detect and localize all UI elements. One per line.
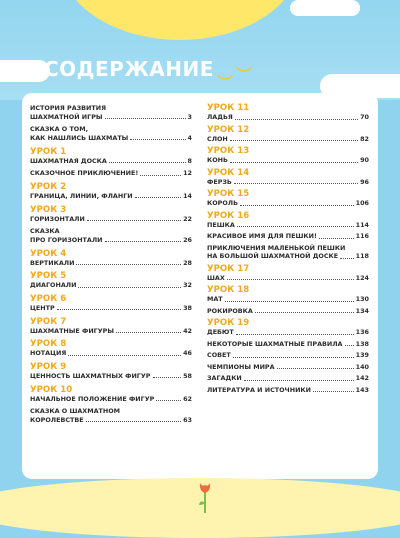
entry-title: СКАЗКА О ШАХМАТНОМ <box>30 407 121 416</box>
contents-column-right <box>207 100 369 394</box>
lesson-number: УРОК 8 <box>30 339 67 350</box>
entry-line <box>207 274 369 283</box>
lesson-number: УРОК 2 <box>30 181 67 192</box>
dot-leader <box>87 220 181 221</box>
contents-entry[interactable] <box>207 340 369 349</box>
entry-line <box>207 351 369 360</box>
dot-leader <box>230 162 358 163</box>
contents-entry[interactable] <box>207 386 369 395</box>
entry-title: ЛИТЕРАТУРА И ИСТОЧНИКИ <box>207 385 311 394</box>
entry-title: ЦЕННОСТЬ ШАХМАТНЫХ ФИГУР <box>30 371 151 380</box>
page-number: 136 <box>355 328 369 336</box>
contents-entry[interactable] <box>30 271 192 290</box>
lesson-number: УРОК 16 <box>207 210 250 221</box>
lesson-number: УРОК 7 <box>30 316 67 327</box>
page-number: 90 <box>360 156 369 164</box>
entry-title: ВЕРТИКАЛИ <box>30 258 75 267</box>
entry-line <box>207 221 369 230</box>
entry-title: КРАСИВОЕ ИМЯ ДЛЯ ПЕШКИ! <box>207 232 317 240</box>
page-number: 38 <box>183 303 192 312</box>
entry-title: КОНЬ <box>207 156 228 164</box>
entry-title: ЛАДЬЯ <box>207 113 233 121</box>
dot-leader <box>233 357 354 358</box>
dot-leader <box>105 241 182 242</box>
dot-leader <box>237 226 354 227</box>
page-number: 58 <box>183 371 192 380</box>
contents-entry[interactable] <box>30 205 192 224</box>
entry-line <box>30 125 192 134</box>
contents-column-left <box>30 100 192 424</box>
contents-entry[interactable] <box>30 407 192 424</box>
contents-entry[interactable] <box>207 168 369 187</box>
entry-line <box>30 104 192 113</box>
contents-entry[interactable] <box>30 294 192 313</box>
entry-line <box>207 113 369 122</box>
contents-entry[interactable] <box>207 189 369 208</box>
page-number: 63 <box>183 415 192 424</box>
page-number: 12 <box>183 169 192 178</box>
page-number: 96 <box>360 177 369 186</box>
lesson-number: УРОК 11 <box>207 103 250 113</box>
dot-leader <box>116 332 181 333</box>
entry-line <box>30 169 192 178</box>
entry-title: НАЧАЛЬНОЕ ПОЛОЖЕНИЕ ФИГУР <box>30 394 155 403</box>
page-number: 32 <box>183 281 192 290</box>
entry-title: СКАЗКА <box>30 227 60 236</box>
flower-icon <box>198 481 212 513</box>
dot-leader <box>130 139 185 140</box>
page-number: 140 <box>355 362 369 371</box>
contents-entry[interactable] <box>30 385 192 404</box>
page-number: 134 <box>355 306 369 315</box>
dot-leader <box>230 140 358 141</box>
contents-entry[interactable] <box>207 232 369 241</box>
dot-leader <box>235 119 358 120</box>
contents-entry[interactable] <box>30 169 192 178</box>
entry-line <box>30 113 192 122</box>
entry-line <box>207 156 369 165</box>
page-number: 4 <box>187 133 192 142</box>
page-number: 106 <box>355 199 369 207</box>
lesson-number: УРОК 18 <box>207 285 250 295</box>
page-number: 118 <box>355 252 369 260</box>
entry-line <box>30 327 192 336</box>
page-number: 130 <box>355 295 369 303</box>
entry-line <box>30 281 192 290</box>
entry-line <box>30 395 192 404</box>
dot-leader <box>57 309 181 310</box>
lesson-number: УРОК 13 <box>207 146 250 156</box>
entry-title: ФЕРЗЬ <box>207 177 232 186</box>
page-number: 3 <box>187 112 192 121</box>
dot-leader <box>153 377 182 378</box>
contents-entry[interactable] <box>30 227 192 244</box>
dot-leader <box>277 368 354 369</box>
lesson-number: УРОК 9 <box>30 361 67 372</box>
entry-line <box>30 304 192 313</box>
entry-title: НЕКОТОРЫЕ ШАХМАТНЫЕ ПРАВИЛА <box>207 339 343 348</box>
page-number: 82 <box>360 134 369 143</box>
lesson-number: УРОК 12 <box>207 124 250 135</box>
entry-title: КОРОЛЕВСТВЕ <box>30 415 84 424</box>
page-title: СОДЕРЖАНИЕ <box>44 57 214 81</box>
dot-leader <box>140 175 181 176</box>
contents-entry[interactable] <box>207 285 369 304</box>
dot-leader <box>244 380 354 381</box>
entry-title: ГОРИЗОНТАЛИ <box>30 214 85 223</box>
dot-leader <box>78 287 181 288</box>
dot-leader <box>240 205 354 206</box>
lesson-number: УРОК 15 <box>207 189 250 199</box>
page-number: 22 <box>183 214 192 223</box>
entry-line <box>207 135 369 144</box>
page-number: 46 <box>183 349 192 358</box>
entry-title: МАТ <box>207 295 223 303</box>
entry-title: ШАХМАТНЫЕ ФИГУРЫ <box>30 326 114 335</box>
dot-leader <box>236 334 354 335</box>
entry-title: РОКИРОВКА <box>207 306 253 315</box>
contents-entry[interactable] <box>30 339 192 358</box>
contents-entry[interactable] <box>207 125 369 144</box>
lesson-number: УРОК 1 <box>30 146 67 157</box>
contents-entry[interactable] <box>207 244 369 261</box>
page-number: 26 <box>183 235 192 244</box>
dot-leader <box>86 421 181 422</box>
entry-title: СКАЗКА О ТОМ, <box>30 125 89 134</box>
entry-line <box>207 307 369 316</box>
entry-line <box>207 178 369 187</box>
contents-entry[interactable] <box>207 146 369 165</box>
dot-leader <box>225 301 354 302</box>
lesson-number: УРОК 14 <box>207 167 250 178</box>
page-number: 28 <box>183 258 192 267</box>
entry-line <box>30 259 192 268</box>
contents-entry[interactable] <box>30 317 192 336</box>
contents-entry[interactable] <box>30 147 192 166</box>
entry-title: СОВЕТ <box>207 351 231 359</box>
contents-entry[interactable] <box>207 363 369 372</box>
contents-entry[interactable] <box>207 351 369 360</box>
cloud-shape <box>0 60 50 82</box>
entry-line <box>207 363 369 372</box>
dot-leader <box>227 279 354 280</box>
page-number: 8 <box>187 156 192 165</box>
page-number: 139 <box>355 351 369 359</box>
page-number: 116 <box>355 232 369 240</box>
entry-title: ИСТОРИЯ РАЗВИТИЯ <box>30 104 107 113</box>
page-number: 138 <box>355 339 369 348</box>
dot-leader <box>313 391 354 392</box>
page-number: 124 <box>355 273 369 282</box>
entry-line <box>30 407 192 416</box>
entry-line <box>30 157 192 166</box>
dot-leader <box>68 355 181 356</box>
lesson-number: УРОК 3 <box>30 204 67 215</box>
contents-entry[interactable] <box>30 362 192 381</box>
page-number: 114 <box>355 220 369 229</box>
contents-entry[interactable] <box>30 249 192 268</box>
dot-leader <box>109 162 186 163</box>
dot-leader <box>340 258 354 259</box>
bird-icon: ︶ <box>236 65 253 84</box>
entry-line <box>207 386 369 395</box>
entry-line <box>30 349 192 358</box>
contents-entry[interactable] <box>207 264 369 283</box>
dot-leader <box>76 264 181 265</box>
contents-entry[interactable] <box>30 182 192 201</box>
contents-entry[interactable] <box>207 103 369 122</box>
contents-entry[interactable] <box>207 374 369 383</box>
entry-title: НА БОЛЬШОЙ ШАХМАТНОЙ ДОСКЕ <box>207 252 339 260</box>
page-number: 42 <box>183 326 192 335</box>
lesson-number: УРОК 17 <box>207 263 250 274</box>
lesson-number: УРОК 19 <box>207 318 250 328</box>
entry-line <box>207 295 369 304</box>
entry-line <box>30 227 192 236</box>
contents-entry[interactable] <box>30 125 192 142</box>
lesson-number: УРОК 5 <box>30 271 67 282</box>
entry-title: ЗАГАДКИ <box>207 374 242 382</box>
entry-title: КОРОЛЬ <box>207 199 238 207</box>
entry-title: СЛОН <box>207 134 228 143</box>
entry-title: ШАХМАТНАЯ ДОСКА <box>30 156 107 165</box>
entry-line <box>207 374 369 383</box>
entry-title: НОТАЦИЯ <box>30 349 67 358</box>
contents-entry[interactable] <box>207 318 369 337</box>
contents-entry[interactable] <box>30 104 192 121</box>
entry-title: ГРАНИЦА, ЛИНИИ, ФЛАНГИ <box>30 191 133 200</box>
page-number: 142 <box>355 374 369 382</box>
entry-title: ШАХ <box>207 273 225 282</box>
entry-line <box>207 199 369 208</box>
lesson-number: УРОК 10 <box>30 384 73 395</box>
entry-line <box>30 236 192 245</box>
dot-leader <box>234 183 358 184</box>
page-number: 143 <box>355 385 369 394</box>
entry-line <box>207 340 369 349</box>
dot-leader <box>156 400 181 401</box>
entry-line <box>207 252 369 261</box>
entry-title: ЧЕМПИОНЫ МИРА <box>207 362 275 371</box>
entry-line <box>207 232 369 241</box>
lesson-number: УРОК 4 <box>30 248 67 259</box>
dot-leader <box>105 118 186 119</box>
entry-line <box>30 215 192 224</box>
dot-leader <box>345 345 354 346</box>
lesson-number: УРОК 6 <box>30 293 67 304</box>
bird-icon: ︶ <box>217 73 234 92</box>
entry-line <box>30 372 192 381</box>
entry-line <box>30 192 192 201</box>
entry-title: ШАХМАТНОЙ ИГРЫ <box>30 112 103 121</box>
entry-line <box>207 244 369 253</box>
cloud-shape <box>290 0 360 16</box>
entry-line <box>30 416 192 425</box>
dot-leader <box>255 312 354 313</box>
dot-leader <box>319 238 354 239</box>
entry-title: ПРИКЛЮЧЕНИЯ МАЛЕНЬКОЙ ПЕШКИ <box>207 243 346 252</box>
contents-entry[interactable] <box>207 307 369 316</box>
page-number: 14 <box>183 191 192 200</box>
entry-title: ЦЕНТР <box>30 303 55 312</box>
entry-line <box>207 328 369 337</box>
entry-title: ДЕБЮТ <box>207 328 234 336</box>
page-number: 70 <box>360 113 369 121</box>
dot-leader <box>135 197 181 198</box>
page-number: 62 <box>183 394 192 403</box>
entry-title: СКАЗОЧНОЕ ПРИКЛЮЧЕНИЕ! <box>30 169 139 178</box>
entry-line <box>30 134 192 143</box>
entry-title: КАК НАШЛИСЬ ШАХМАТЫ <box>30 133 129 142</box>
entry-title: ПЕШКА <box>207 220 235 229</box>
entry-title: ПРО ГОРИЗОНТАЛИ <box>30 235 103 244</box>
contents-entry[interactable] <box>207 211 369 230</box>
entry-title: ДИАГОНАЛИ <box>30 281 77 290</box>
